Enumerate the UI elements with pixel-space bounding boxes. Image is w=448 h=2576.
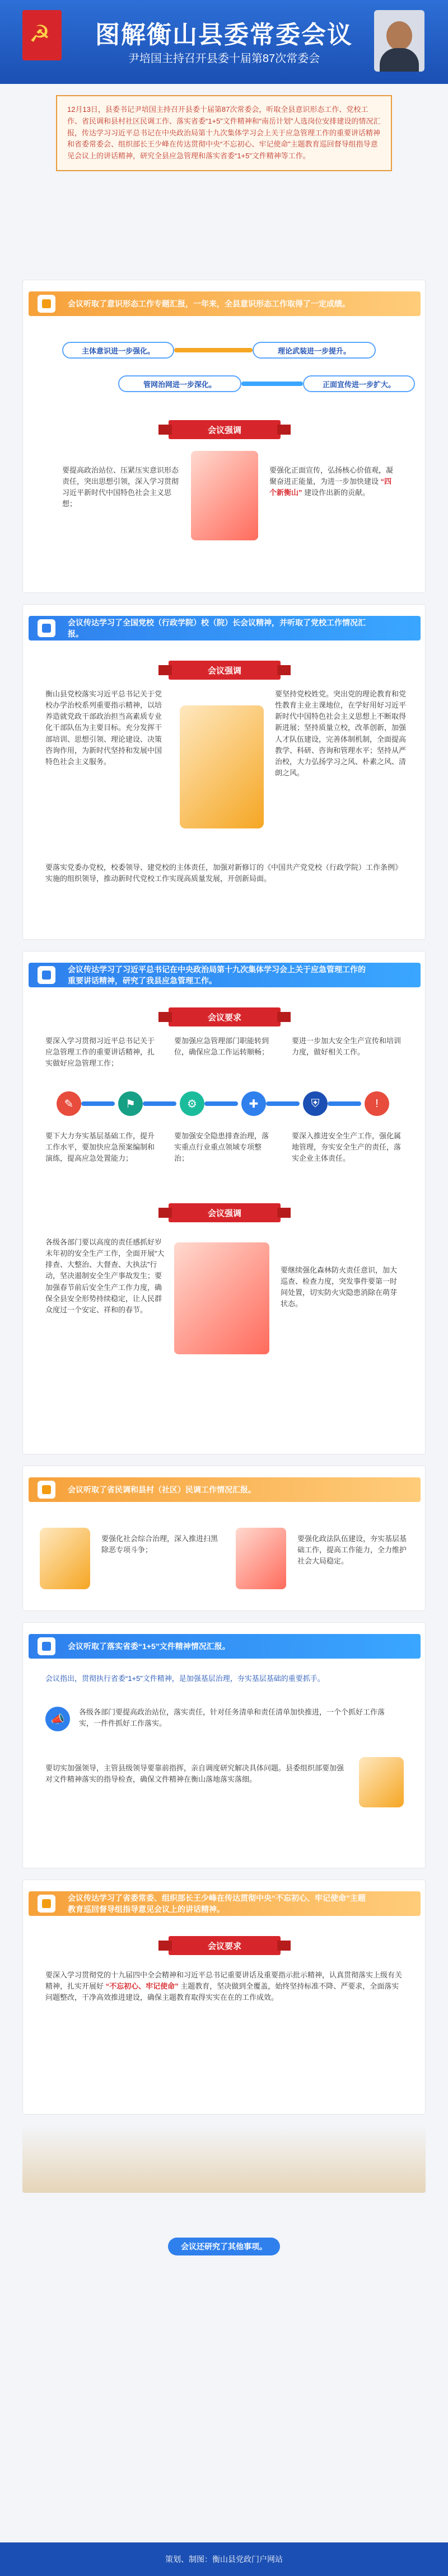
megaphone-icon: 📣 bbox=[45, 1707, 70, 1731]
bullet-2: 要切实加强领导，主管县级领导要靠前指挥，亲自调度研究解决具体问题。县委组织部要加强对文件精神落实的指导检查，确保文件精神在衡山落地落实落细。 bbox=[45, 1764, 344, 1784]
speaker-illustration bbox=[191, 451, 258, 540]
right-text: 要继续强化森林防火责任意识，加大巡查、检查力度，突发事件要第一时间处置，切实防火灾隐患消除在萌芽状态。 bbox=[281, 1266, 398, 1308]
party-illustration bbox=[180, 705, 264, 828]
section-emergency bbox=[22, 951, 426, 1454]
section-subtitle bbox=[169, 661, 281, 680]
bottom-text: 要落实党委办党校，校委领导、建党校的主体责任，加强对新修订的《中国共产党党校（行政学院）工作条例》实施的组织领导，推动新时代党校工作实现高质量发展，开创新局面。 bbox=[45, 863, 403, 883]
right-text: 要坚持党校姓党。突出党的理论教育和党性教育主业主课地位，在学好用好习近平新时代中国特色社会主义思想上不断取得新进展；坚持质量立校，改革创新，加强人才队伍建设，完善体制机制，全面提高教学、科研、咨询和管理水平；坚持从严治校，大力弘扬学习之风、朴素之风、清朗之风。 bbox=[275, 690, 407, 777]
closing-label: 会议还研究了其他事项。 bbox=[168, 2238, 280, 2255]
section-documents bbox=[22, 1622, 426, 1868]
ribbon-text: 会议听取了省民调和县村（社区）民调工作情况汇报。 bbox=[68, 1485, 256, 1494]
police-illustration bbox=[236, 1528, 286, 1589]
chart-icon bbox=[38, 1481, 55, 1499]
subtitle-text: 会议强调 bbox=[207, 1208, 241, 1218]
section-party-school bbox=[22, 604, 426, 940]
req-bottom-1: 要下大力夯实基层基础工作，提升工作水平，要加快应急预案编制和演练，提高应急处置能力； bbox=[45, 1132, 155, 1163]
subtitle-text: 会议强调 bbox=[207, 666, 241, 676]
connector-bar bbox=[174, 348, 253, 352]
section-header bbox=[29, 286, 421, 325]
main-text-a: 要深入学习贯彻党的十九届四中全会精神和习近平总书记重要讲话及重要指示批示精神，认真贯彻落实上级有关精神，扎实开展好 bbox=[45, 1971, 403, 1991]
main-text-highlight: “不忘初心、牢记使命” bbox=[105, 1982, 179, 1991]
req-top-1: 要深入学习贯彻习近平总书记关于应急管理工作的重要讲话精神，扎实做好应急管理工作； bbox=[45, 1037, 155, 1068]
section-theme-education bbox=[22, 1880, 426, 2115]
req-top-3: 要进一步加大安全生产宣传和培训力度，做好相关工作。 bbox=[292, 1037, 402, 1057]
footer-text: 策划、制图：衡山县党政门户网站 bbox=[165, 2555, 283, 2564]
ribbon-text: 会议传达学习了习近平总书记在中央政治局第十九次集体学习会上关于应急管理工作的重要讲话精神，研究了我县应急管理工作。 bbox=[68, 965, 366, 985]
note-text: 会议指出，贯彻执行省委“1+5”文件精神，是加强基层治理，夯实基层基础的重要抓手。 bbox=[45, 1674, 325, 1683]
connector-bar bbox=[204, 1101, 238, 1106]
connector-bar bbox=[81, 1101, 115, 1106]
section-header bbox=[29, 1886, 421, 1925]
section-ribbon bbox=[29, 1634, 421, 1659]
alert-icon: ! bbox=[365, 1091, 389, 1116]
section-subtitle bbox=[169, 1936, 281, 1955]
tools-icon: ✚ bbox=[241, 1091, 266, 1116]
left-text: 衡山县党校落实习近平总书记关于党校办学治校系列重要指示精神，以培养造就党政干部政治担当高素质专业化干部队伍为主要目标。充分发挥干部培训、思想引领、理论建设、决策咨询作用，为新时代坚持和发展中国特色社会主义服务。 bbox=[45, 690, 162, 766]
section-header bbox=[29, 957, 421, 996]
team-icon: ⚑ bbox=[118, 1091, 143, 1116]
left-text: 要强化社会综合治理，深入推进扫黑除恶专项斗争； bbox=[101, 1534, 218, 1555]
section-subtitle bbox=[169, 1203, 281, 1222]
pill: 主体意识进一步强化。 bbox=[62, 342, 174, 359]
intro-box bbox=[56, 95, 392, 171]
left-text: 各级各部门要以高度的责任感抓好岁末年初的安全生产工作，全面开展“大排查、大整治、大督查、大执法”行动，坚决遏制安全生产事故发生；要加强春节前后安全生产工作力度，确保全县安全形势持续稳定，让人民群众度过一个安定、祥和的春节。 bbox=[45, 1238, 165, 1314]
settings-icon: ⚙ bbox=[180, 1091, 204, 1116]
ribbon-text: 会议听取了落实省委“1+5”文件精神情况汇报。 bbox=[68, 1642, 230, 1651]
intro-text: 12月13日，县委书记尹培国主持召开县委十届第87次常委会，听取全县意识形态工作、党校工作、省民调和县村社区民调工作、落实省委“1+5”文件精神和“南岳计划”人选岗位安排建设的情况汇报，传达学习习近平总书记在中央政治局第十九次集体学习会上关于应急管理工作的重要讲话精神和省委常委会、组织部长王少峰在传达贯彻中央“不忘初心、牢记使命”主题教育巡回督导组指导意见会议上的讲话精神，研究全县应急管理和落实省委“1+5”文件精神等工作。 bbox=[67, 105, 381, 161]
section-ribbon bbox=[29, 291, 421, 316]
subtitle-text: 会议要求 bbox=[207, 1941, 241, 1951]
plan-illustration bbox=[359, 1757, 404, 1807]
section-subtitle bbox=[169, 420, 281, 439]
page-subtitle: 尹培国主持召开县委十届第87次常委会 bbox=[128, 53, 320, 65]
right-text-highlight: “四个新衡山” bbox=[269, 477, 392, 497]
section-ribbon bbox=[29, 963, 421, 987]
workers-illustration bbox=[174, 1242, 269, 1354]
flag-icon bbox=[38, 1895, 55, 1913]
subtitle-text: 会议要求 bbox=[207, 1012, 241, 1023]
section-ribbon bbox=[29, 1891, 421, 1916]
mountain-illustration bbox=[22, 2126, 426, 2193]
connector-bar bbox=[143, 1101, 176, 1106]
book-icon bbox=[38, 619, 55, 637]
req-bottom-2: 要加强安全隐患排查治理，落实重点行业重点领域专项整治； bbox=[174, 1132, 269, 1163]
main-text-b: 主题教育，坚决做到全覆盖，始终坚持标准不降、严要求，全面落实问题整改，干净高效推进建设，确保主题教育取得实实在在的工作成效。 bbox=[45, 1982, 399, 2002]
header-banner bbox=[0, 0, 448, 84]
right-text: 要强化政法队伍建设，夯实基层基础工作，提高工作能力，全力维护社会大局稳定。 bbox=[297, 1534, 407, 1566]
footer bbox=[0, 2542, 448, 2576]
section-subtitle bbox=[169, 1007, 281, 1026]
main-text bbox=[45, 1970, 404, 2003]
pill: 正面宣传进一步扩大。 bbox=[303, 375, 415, 392]
section-header bbox=[29, 610, 421, 649]
leader-portrait bbox=[374, 10, 424, 72]
req-top-2: 要加强应急管理部门职能转到位，确保应急工作运转顺畅； bbox=[174, 1037, 269, 1057]
pill: 理论武装进一步提升。 bbox=[253, 342, 376, 359]
ribbon-text: 会议听取了意识形态工作专题汇报，一年来，全县意识形态工作取得了一定成绩。 bbox=[68, 299, 350, 308]
section-ribbon bbox=[29, 616, 421, 641]
ribbon-text: 会议传达学习了全国党校（行政学院）校（院）长会议精神，并听取了党校工作情况汇报。 bbox=[68, 618, 366, 638]
alarm-icon bbox=[38, 966, 55, 984]
section-ribbon bbox=[29, 1477, 421, 1502]
checklist-icon: ✎ bbox=[57, 1091, 81, 1116]
subtitle-text: 会议强调 bbox=[207, 425, 241, 435]
shield-icon: ⛨ bbox=[303, 1091, 328, 1116]
pill: 管网治网进一步深化。 bbox=[118, 375, 241, 392]
right-text bbox=[269, 465, 398, 498]
left-text: 要提高政治站位、压紧压实意识形态责任，突出思想引领，深入学习贯彻习近平新时代中国特色社会主义思想； bbox=[62, 466, 179, 508]
survey-illustration bbox=[40, 1528, 90, 1589]
page-title: 图解衡山县委常委会议 bbox=[95, 21, 353, 49]
right-text-b: 建设作出新的贡献。 bbox=[304, 488, 370, 497]
section-header bbox=[29, 1628, 421, 1668]
bullet-1: 各级各部门要提高政治站位，落实责任，针对任务清单和责任清单加快推进，一个个抓好工作落实，一件件抓好工作落实。 bbox=[79, 1708, 385, 1728]
section-ideology bbox=[22, 280, 426, 593]
document-icon bbox=[38, 295, 55, 313]
connector-bar bbox=[328, 1101, 361, 1106]
connector-bar bbox=[241, 382, 303, 386]
file-icon bbox=[38, 1637, 55, 1655]
right-text-a: 要强化正面宣传，弘扬核心价值观，凝聚奋进正能量，为进一步加快建设 bbox=[269, 466, 394, 486]
section-public-opinion bbox=[22, 1466, 426, 1611]
ribbon-text: 会议传达学习了省委常委、组织部长王少峰在传达贯彻中央“不忘初心、牢记使命”主题教育巡回督导组指导意见会议上的讲话精神。 bbox=[68, 1894, 366, 1914]
req-bottom-3: 要深入推进安全生产工作，强化属地管理，夯实安全生产的责任，落实企业主体责任。 bbox=[292, 1132, 402, 1163]
connector-bar bbox=[266, 1101, 300, 1106]
section-header bbox=[29, 1472, 421, 1511]
